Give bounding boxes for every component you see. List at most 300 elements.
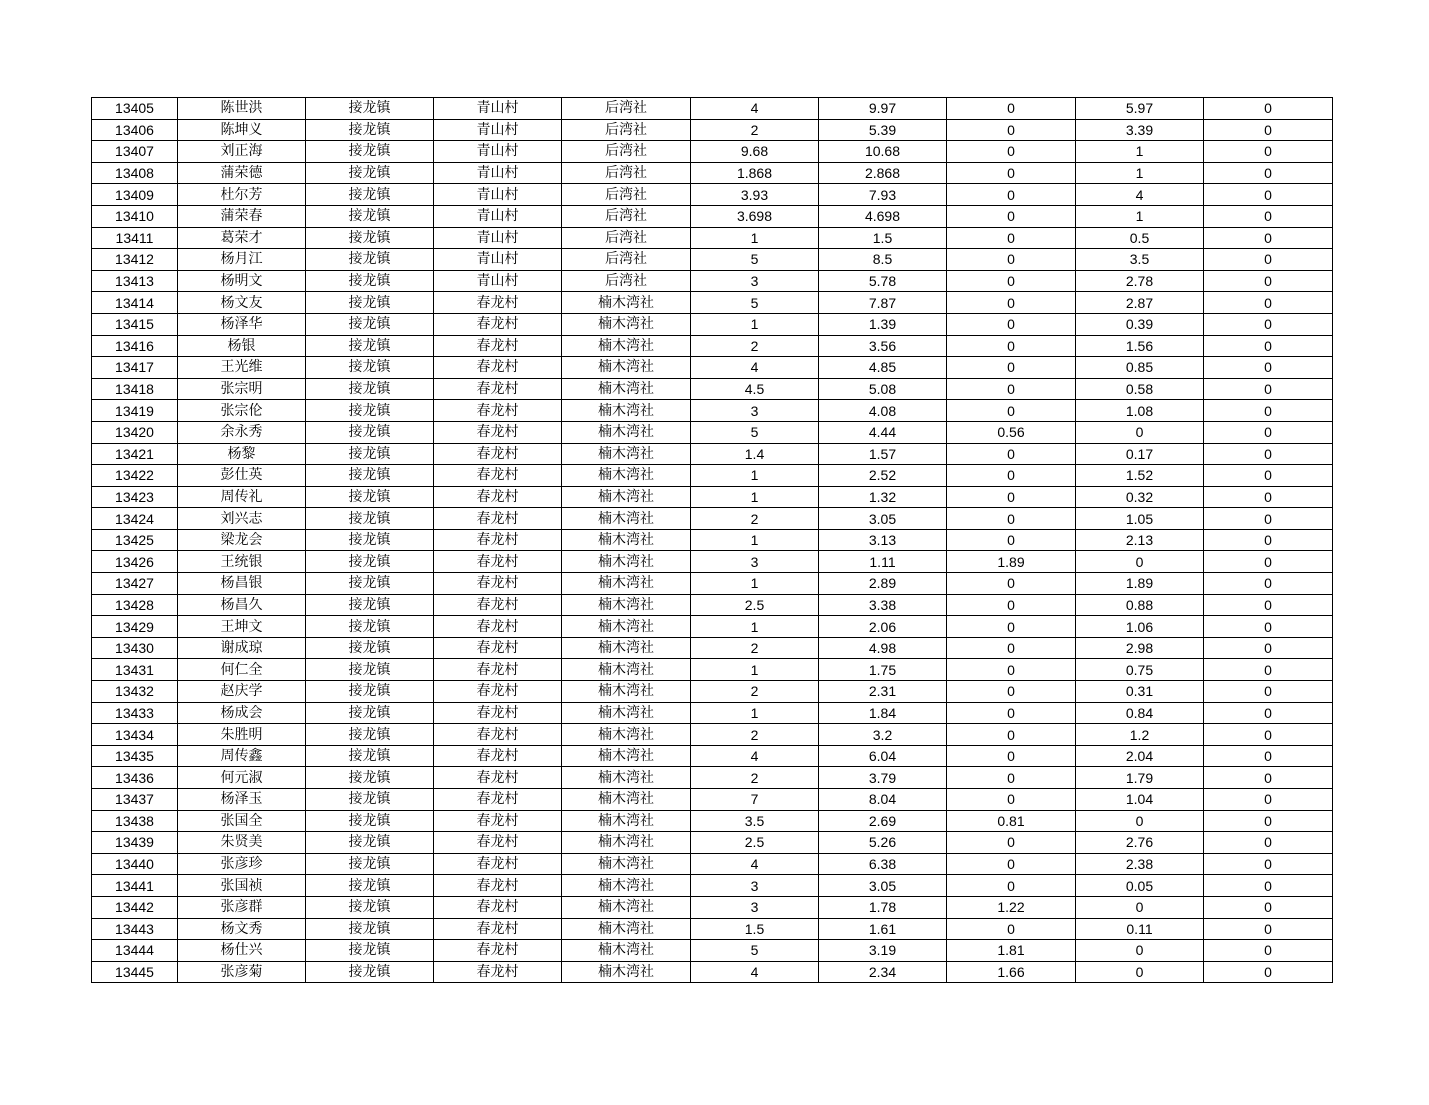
cell-name: 何元淑 <box>178 767 306 789</box>
cell-town: 接龙镇 <box>306 357 434 379</box>
cell-town: 接龙镇 <box>306 227 434 249</box>
cell-value-d: 0.5 <box>1076 227 1204 249</box>
cell-village: 春龙村 <box>434 724 562 746</box>
cell-group: 楠木湾社 <box>562 853 691 875</box>
cell-value-e: 0 <box>1204 961 1333 983</box>
cell-village: 春龙村 <box>434 940 562 962</box>
cell-value-c: 0 <box>947 486 1076 508</box>
cell-village: 春龙村 <box>434 443 562 465</box>
cell-village: 春龙村 <box>434 767 562 789</box>
cell-value-c: 0 <box>947 724 1076 746</box>
cell-value-d: 1 <box>1076 162 1204 184</box>
cell-town: 接龙镇 <box>306 616 434 638</box>
table-row <box>92 573 1333 595</box>
cell-value-b: 8.5 <box>819 249 947 271</box>
cell-value-a: 1 <box>691 227 819 249</box>
cell-value-a: 3 <box>691 896 819 918</box>
cell-value-c: 0 <box>947 249 1076 271</box>
cell-name: 张彦菊 <box>178 961 306 983</box>
cell-record-id: 13429 <box>92 616 178 638</box>
cell-value-c: 0 <box>947 918 1076 940</box>
cell-value-a: 2 <box>691 724 819 746</box>
cell-value-c: 0 <box>947 292 1076 314</box>
cell-village: 春龙村 <box>434 832 562 854</box>
cell-value-b: 2.89 <box>819 573 947 595</box>
cell-town: 接龙镇 <box>306 875 434 897</box>
cell-value-a: 1 <box>691 529 819 551</box>
cell-value-b: 6.04 <box>819 745 947 767</box>
cell-value-d: 0 <box>1076 551 1204 573</box>
cell-record-id: 13443 <box>92 918 178 940</box>
cell-village: 春龙村 <box>434 465 562 487</box>
cell-value-c: 0 <box>947 270 1076 292</box>
table-row <box>92 292 1333 314</box>
cell-town: 接龙镇 <box>306 98 434 120</box>
cell-group: 楠木湾社 <box>562 508 691 530</box>
cell-value-e: 0 <box>1204 594 1333 616</box>
cell-name: 陈坤义 <box>178 119 306 141</box>
table-row <box>92 313 1333 335</box>
cell-value-b: 5.39 <box>819 119 947 141</box>
cell-village: 春龙村 <box>434 551 562 573</box>
table-row <box>92 270 1333 292</box>
table-row <box>92 724 1333 746</box>
cell-value-d: 1.08 <box>1076 400 1204 422</box>
cell-value-e: 0 <box>1204 508 1333 530</box>
cell-value-e: 0 <box>1204 551 1333 573</box>
cell-value-b: 2.69 <box>819 810 947 832</box>
cell-village: 春龙村 <box>434 529 562 551</box>
cell-village: 春龙村 <box>434 292 562 314</box>
cell-record-id: 13442 <box>92 896 178 918</box>
cell-value-a: 5 <box>691 249 819 271</box>
cell-value-b: 1.61 <box>819 918 947 940</box>
cell-village: 春龙村 <box>434 357 562 379</box>
cell-town: 接龙镇 <box>306 400 434 422</box>
cell-value-b: 2.34 <box>819 961 947 983</box>
cell-value-a: 2 <box>691 637 819 659</box>
cell-value-a: 3 <box>691 551 819 573</box>
cell-name: 王统银 <box>178 551 306 573</box>
cell-record-id: 13437 <box>92 789 178 811</box>
cell-name: 彭仕英 <box>178 465 306 487</box>
table-row <box>92 681 1333 703</box>
cell-village: 青山村 <box>434 141 562 163</box>
cell-group: 楠木湾社 <box>562 896 691 918</box>
cell-name: 杨银 <box>178 335 306 357</box>
cell-value-c: 0 <box>947 119 1076 141</box>
cell-value-d: 1.89 <box>1076 573 1204 595</box>
table-row <box>92 141 1333 163</box>
table-row <box>92 918 1333 940</box>
table-row <box>92 227 1333 249</box>
cell-village: 青山村 <box>434 227 562 249</box>
cell-group: 楠木湾社 <box>562 443 691 465</box>
cell-town: 接龙镇 <box>306 659 434 681</box>
cell-village: 春龙村 <box>434 875 562 897</box>
cell-town: 接龙镇 <box>306 853 434 875</box>
cell-group: 后湾社 <box>562 227 691 249</box>
cell-value-c: 0 <box>947 789 1076 811</box>
cell-town: 接龙镇 <box>306 745 434 767</box>
table-row <box>92 184 1333 206</box>
cell-village: 春龙村 <box>434 853 562 875</box>
cell-record-id: 13420 <box>92 421 178 443</box>
cell-value-d: 0.32 <box>1076 486 1204 508</box>
cell-value-d: 2.04 <box>1076 745 1204 767</box>
cell-group: 楠木湾社 <box>562 681 691 703</box>
cell-value-c: 0 <box>947 875 1076 897</box>
cell-record-id: 13431 <box>92 659 178 681</box>
cell-value-d: 3.39 <box>1076 119 1204 141</box>
cell-value-d: 1.04 <box>1076 789 1204 811</box>
cell-value-e: 0 <box>1204 486 1333 508</box>
cell-group: 楠木湾社 <box>562 357 691 379</box>
cell-name: 张彦群 <box>178 896 306 918</box>
cell-value-d: 0 <box>1076 961 1204 983</box>
cell-value-e: 0 <box>1204 875 1333 897</box>
cell-value-b: 1.32 <box>819 486 947 508</box>
cell-value-a: 2.5 <box>691 832 819 854</box>
cell-value-b: 4.85 <box>819 357 947 379</box>
cell-value-e: 0 <box>1204 896 1333 918</box>
cell-group: 楠木湾社 <box>562 378 691 400</box>
cell-group: 楠木湾社 <box>562 335 691 357</box>
cell-value-c: 0 <box>947 529 1076 551</box>
cell-record-id: 13425 <box>92 529 178 551</box>
cell-record-id: 13424 <box>92 508 178 530</box>
cell-group: 后湾社 <box>562 249 691 271</box>
cell-village: 春龙村 <box>434 508 562 530</box>
cell-value-a: 4 <box>691 961 819 983</box>
cell-name: 朱贤美 <box>178 832 306 854</box>
cell-value-d: 3.5 <box>1076 249 1204 271</box>
cell-village: 春龙村 <box>434 573 562 595</box>
cell-value-b: 1.39 <box>819 313 947 335</box>
cell-value-a: 1 <box>691 486 819 508</box>
cell-record-id: 13411 <box>92 227 178 249</box>
cell-value-c: 0 <box>947 335 1076 357</box>
cell-village: 春龙村 <box>434 616 562 638</box>
cell-value-c: 0 <box>947 508 1076 530</box>
cell-record-id: 13413 <box>92 270 178 292</box>
cell-value-b: 6.38 <box>819 853 947 875</box>
cell-village: 春龙村 <box>434 918 562 940</box>
cell-name: 蒲荣德 <box>178 162 306 184</box>
cell-record-id: 13438 <box>92 810 178 832</box>
cell-group: 楠木湾社 <box>562 313 691 335</box>
cell-value-c: 0 <box>947 400 1076 422</box>
cell-town: 接龙镇 <box>306 119 434 141</box>
cell-value-a: 1 <box>691 616 819 638</box>
cell-value-e: 0 <box>1204 141 1333 163</box>
cell-value-d: 1.79 <box>1076 767 1204 789</box>
cell-value-d: 0.58 <box>1076 378 1204 400</box>
cell-name: 朱胜明 <box>178 724 306 746</box>
cell-value-a: 3.93 <box>691 184 819 206</box>
cell-group: 楠木湾社 <box>562 486 691 508</box>
cell-value-a: 2 <box>691 119 819 141</box>
cell-value-d: 2.13 <box>1076 529 1204 551</box>
cell-town: 接龙镇 <box>306 270 434 292</box>
cell-value-c: 0 <box>947 681 1076 703</box>
cell-village: 春龙村 <box>434 486 562 508</box>
cell-value-a: 9.68 <box>691 141 819 163</box>
cell-record-id: 13434 <box>92 724 178 746</box>
table-row <box>92 616 1333 638</box>
cell-value-a: 2 <box>691 508 819 530</box>
cell-value-b: 3.79 <box>819 767 947 789</box>
cell-value-d: 0.17 <box>1076 443 1204 465</box>
table-row <box>92 421 1333 443</box>
cell-value-a: 1 <box>691 313 819 335</box>
cell-value-c: 0 <box>947 98 1076 120</box>
table-row <box>92 378 1333 400</box>
cell-village: 青山村 <box>434 205 562 227</box>
cell-record-id: 13421 <box>92 443 178 465</box>
cell-group: 后湾社 <box>562 141 691 163</box>
cell-value-c: 0 <box>947 162 1076 184</box>
cell-name: 杨仕兴 <box>178 940 306 962</box>
cell-village: 青山村 <box>434 119 562 141</box>
cell-village: 春龙村 <box>434 421 562 443</box>
cell-record-id: 13440 <box>92 853 178 875</box>
cell-value-d: 1 <box>1076 205 1204 227</box>
cell-value-b: 1.84 <box>819 702 947 724</box>
cell-name: 周传礼 <box>178 486 306 508</box>
cell-value-e: 0 <box>1204 724 1333 746</box>
cell-value-b: 5.08 <box>819 378 947 400</box>
cell-value-d: 0 <box>1076 810 1204 832</box>
cell-name: 张彦珍 <box>178 853 306 875</box>
table-row <box>92 335 1333 357</box>
cell-value-a: 1 <box>691 659 819 681</box>
cell-value-a: 2 <box>691 767 819 789</box>
cell-value-c: 0 <box>947 832 1076 854</box>
cell-village: 春龙村 <box>434 335 562 357</box>
cell-value-c: 0 <box>947 594 1076 616</box>
cell-value-e: 0 <box>1204 270 1333 292</box>
cell-town: 接龙镇 <box>306 421 434 443</box>
cell-value-e: 0 <box>1204 421 1333 443</box>
cell-value-d: 0 <box>1076 940 1204 962</box>
cell-record-id: 13405 <box>92 98 178 120</box>
cell-group: 楠木湾社 <box>562 465 691 487</box>
cell-value-c: 0 <box>947 378 1076 400</box>
cell-value-c: 1.66 <box>947 961 1076 983</box>
cell-value-c: 0 <box>947 767 1076 789</box>
cell-name: 杨明文 <box>178 270 306 292</box>
cell-record-id: 13439 <box>92 832 178 854</box>
cell-value-e: 0 <box>1204 98 1333 120</box>
cell-village: 青山村 <box>434 98 562 120</box>
cell-value-b: 2.868 <box>819 162 947 184</box>
cell-value-e: 0 <box>1204 313 1333 335</box>
cell-group: 后湾社 <box>562 205 691 227</box>
cell-value-c: 0 <box>947 184 1076 206</box>
cell-town: 接龙镇 <box>306 508 434 530</box>
cell-village: 春龙村 <box>434 400 562 422</box>
cell-value-c: 0 <box>947 637 1076 659</box>
cell-value-a: 1 <box>691 573 819 595</box>
table-row <box>92 789 1333 811</box>
table-row <box>92 637 1333 659</box>
cell-record-id: 13423 <box>92 486 178 508</box>
cell-value-b: 5.78 <box>819 270 947 292</box>
cell-record-id: 13419 <box>92 400 178 422</box>
cell-value-a: 7 <box>691 789 819 811</box>
cell-value-d: 0.84 <box>1076 702 1204 724</box>
cell-group: 楠木湾社 <box>562 961 691 983</box>
cell-value-a: 1 <box>691 465 819 487</box>
cell-group: 楠木湾社 <box>562 529 691 551</box>
table-row <box>92 659 1333 681</box>
cell-group: 后湾社 <box>562 270 691 292</box>
cell-value-c: 0.81 <box>947 810 1076 832</box>
cell-record-id: 13410 <box>92 205 178 227</box>
cell-value-a: 1.868 <box>691 162 819 184</box>
table-row <box>92 205 1333 227</box>
cell-value-e: 0 <box>1204 205 1333 227</box>
cell-value-a: 2.5 <box>691 594 819 616</box>
cell-value-a: 4 <box>691 853 819 875</box>
cell-value-a: 1.5 <box>691 918 819 940</box>
cell-name: 杨成会 <box>178 702 306 724</box>
cell-group: 楠木湾社 <box>562 292 691 314</box>
table-row <box>92 832 1333 854</box>
cell-value-c: 0 <box>947 443 1076 465</box>
cell-record-id: 13408 <box>92 162 178 184</box>
cell-value-e: 0 <box>1204 810 1333 832</box>
cell-value-b: 2.31 <box>819 681 947 703</box>
cell-value-b: 1.57 <box>819 443 947 465</box>
cell-name: 杨泽玉 <box>178 789 306 811</box>
cell-value-d: 4 <box>1076 184 1204 206</box>
cell-value-e: 0 <box>1204 940 1333 962</box>
cell-group: 楠木湾社 <box>562 832 691 854</box>
cell-value-b: 4.98 <box>819 637 947 659</box>
table-row <box>92 249 1333 271</box>
cell-value-d: 0 <box>1076 421 1204 443</box>
cell-record-id: 13427 <box>92 573 178 595</box>
cell-name: 王坤文 <box>178 616 306 638</box>
cell-town: 接龙镇 <box>306 724 434 746</box>
cell-village: 春龙村 <box>434 313 562 335</box>
cell-record-id: 13445 <box>92 961 178 983</box>
cell-value-e: 0 <box>1204 184 1333 206</box>
cell-value-e: 0 <box>1204 249 1333 271</box>
cell-value-c: 0 <box>947 745 1076 767</box>
cell-name: 杨昌银 <box>178 573 306 595</box>
cell-value-d: 5.97 <box>1076 98 1204 120</box>
cell-town: 接龙镇 <box>306 205 434 227</box>
cell-town: 接龙镇 <box>306 292 434 314</box>
cell-value-d: 1.52 <box>1076 465 1204 487</box>
cell-village: 春龙村 <box>434 961 562 983</box>
cell-name: 葛荣才 <box>178 227 306 249</box>
table-row <box>92 98 1333 120</box>
cell-record-id: 13428 <box>92 594 178 616</box>
cell-name: 蒲荣春 <box>178 205 306 227</box>
cell-value-e: 0 <box>1204 832 1333 854</box>
cell-record-id: 13417 <box>92 357 178 379</box>
cell-village: 春龙村 <box>434 810 562 832</box>
cell-value-d: 0 <box>1076 896 1204 918</box>
cell-value-d: 1.56 <box>1076 335 1204 357</box>
cell-village: 春龙村 <box>434 659 562 681</box>
table-row <box>92 767 1333 789</box>
cell-town: 接龙镇 <box>306 573 434 595</box>
cell-name: 张宗明 <box>178 378 306 400</box>
cell-town: 接龙镇 <box>306 378 434 400</box>
cell-name: 王光维 <box>178 357 306 379</box>
cell-value-a: 3 <box>691 400 819 422</box>
cell-village: 春龙村 <box>434 745 562 767</box>
cell-town: 接龙镇 <box>306 313 434 335</box>
cell-town: 接龙镇 <box>306 141 434 163</box>
cell-village: 春龙村 <box>434 637 562 659</box>
cell-value-d: 1 <box>1076 141 1204 163</box>
cell-town: 接龙镇 <box>306 896 434 918</box>
cell-group: 楠木湾社 <box>562 551 691 573</box>
cell-group: 楠木湾社 <box>562 875 691 897</box>
cell-value-e: 0 <box>1204 745 1333 767</box>
cell-value-c: 0 <box>947 465 1076 487</box>
cell-town: 接龙镇 <box>306 184 434 206</box>
table-row <box>92 162 1333 184</box>
cell-record-id: 13406 <box>92 119 178 141</box>
cell-value-e: 0 <box>1204 119 1333 141</box>
cell-town: 接龙镇 <box>306 594 434 616</box>
cell-group: 楠木湾社 <box>562 810 691 832</box>
cell-value-a: 4.5 <box>691 378 819 400</box>
table-row <box>92 400 1333 422</box>
cell-town: 接龙镇 <box>306 162 434 184</box>
cell-value-b: 3.2 <box>819 724 947 746</box>
data-table <box>91 97 1333 983</box>
cell-value-b: 2.52 <box>819 465 947 487</box>
cell-value-c: 1.22 <box>947 896 1076 918</box>
cell-village: 青山村 <box>434 184 562 206</box>
cell-town: 接龙镇 <box>306 486 434 508</box>
table-row <box>92 465 1333 487</box>
cell-town: 接龙镇 <box>306 637 434 659</box>
cell-name: 张国祯 <box>178 875 306 897</box>
cell-value-a: 5 <box>691 292 819 314</box>
cell-value-e: 0 <box>1204 529 1333 551</box>
cell-value-e: 0 <box>1204 702 1333 724</box>
cell-value-e: 0 <box>1204 853 1333 875</box>
cell-town: 接龙镇 <box>306 529 434 551</box>
cell-town: 接龙镇 <box>306 465 434 487</box>
cell-name: 杨文友 <box>178 292 306 314</box>
table-row <box>92 443 1333 465</box>
table-row <box>92 529 1333 551</box>
cell-value-e: 0 <box>1204 789 1333 811</box>
table-body <box>92 98 1333 983</box>
table-row <box>92 745 1333 767</box>
cell-group: 楠木湾社 <box>562 724 691 746</box>
cell-record-id: 13415 <box>92 313 178 335</box>
cell-value-b: 3.19 <box>819 940 947 962</box>
cell-name: 梁龙会 <box>178 529 306 551</box>
cell-value-b: 9.97 <box>819 98 947 120</box>
cell-value-c: 0 <box>947 702 1076 724</box>
cell-town: 接龙镇 <box>306 810 434 832</box>
cell-record-id: 13432 <box>92 681 178 703</box>
cell-value-b: 7.87 <box>819 292 947 314</box>
cell-village: 青山村 <box>434 162 562 184</box>
